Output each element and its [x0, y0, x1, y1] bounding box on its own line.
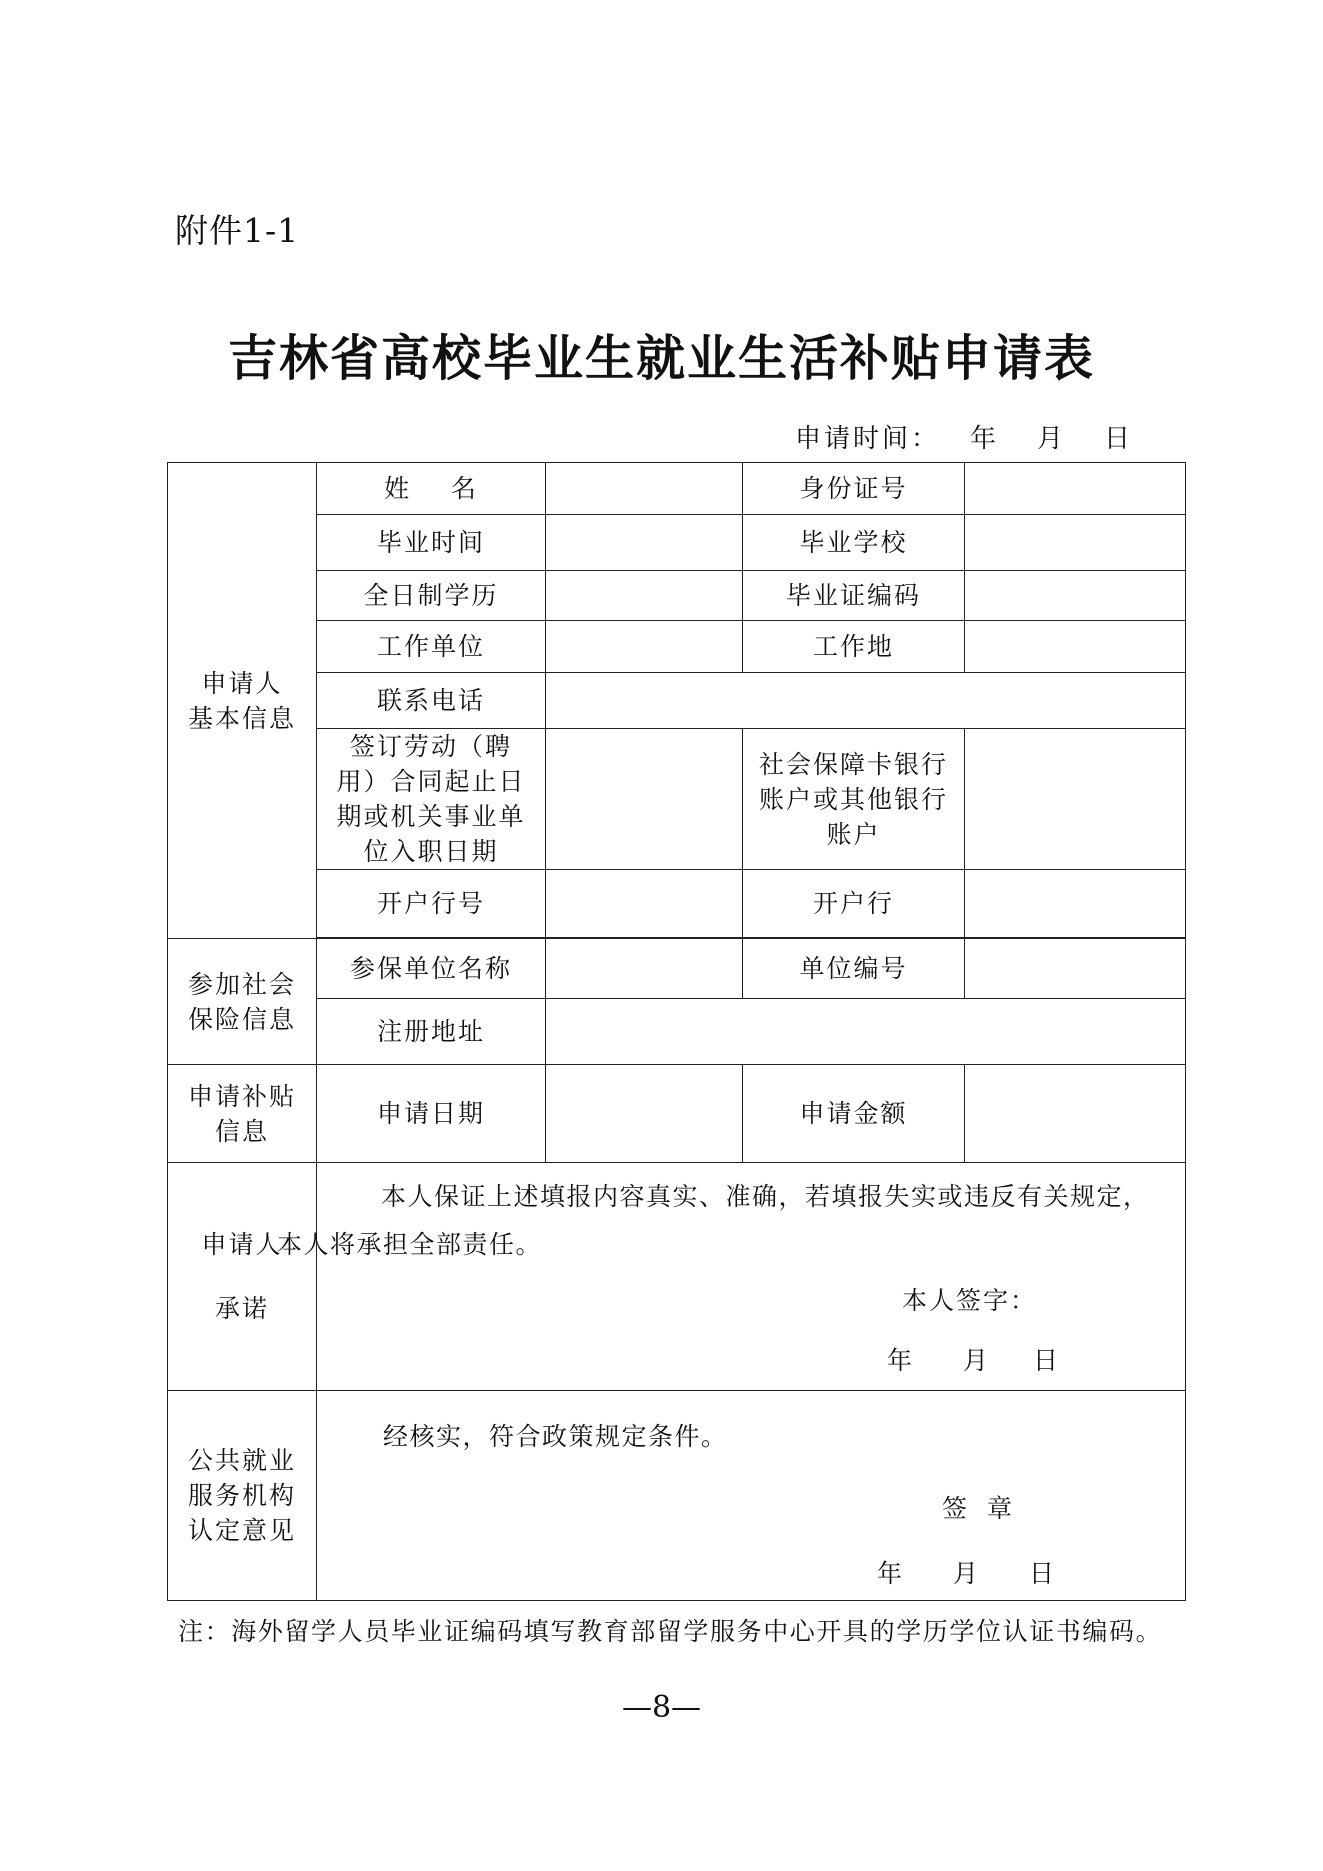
section-agency-line2: 服务机构 [187, 1481, 296, 1510]
section-agency-line3: 认定意见 [187, 1516, 296, 1545]
value-bank-name[interactable] [965, 870, 1186, 938]
label-reg-address: 注册地址 [317, 999, 546, 1065]
signature-label: 本人签字： [902, 1286, 1038, 1315]
signature-year: 年 [887, 1346, 916, 1375]
label-bank-account [743, 729, 965, 870]
seal-date [877, 1556, 1057, 1591]
signature-date [887, 1343, 1061, 1378]
form-title: 吉林省高校毕业生就业生活补贴申请表 [227, 330, 1095, 387]
section-agency-opinion [168, 1391, 317, 1601]
signature-month: 月 [963, 1346, 992, 1375]
section-applicant-info-line2: 基本信息 [187, 703, 296, 733]
label-contract-date [317, 729, 546, 870]
section-applicant-info-line1: 申请人 [201, 668, 283, 698]
label-employer: 工作单位 [317, 621, 546, 673]
footnote: 注：海外留学人员毕业证编码填写教育部留学服务中心开具的学历学位认证书编码。 [178, 1617, 1163, 1646]
section-social-insurance-line2: 保险信息 [187, 1004, 296, 1034]
value-school[interactable] [965, 515, 1186, 571]
label-apply-amount: 申请金额 [743, 1065, 965, 1163]
apply-time [795, 418, 1133, 455]
label-contract-date-line2: 用）合同起止日 [336, 767, 526, 796]
value-unit-code[interactable] [965, 939, 1186, 999]
value-insured-unit[interactable] [546, 939, 743, 999]
value-name[interactable] [546, 463, 743, 515]
value-bank-code[interactable] [546, 870, 743, 938]
value-diploma-no[interactable] [965, 571, 1186, 621]
label-bank-name: 开户行 [743, 870, 965, 938]
label-bank-account-line2: 账户或其他银行 [758, 784, 948, 814]
promise-line1: 本人保证上述填报内容真实、准确，若填报失实或违反有关规定， [381, 1182, 1150, 1211]
label-insured-unit: 参保单位名称 [317, 939, 546, 999]
seal-day: 日 [1029, 1559, 1058, 1588]
attachment-label: 附件1-1 [175, 211, 300, 250]
label-education: 全日制学历 [317, 571, 546, 621]
seal-label: 签章 [942, 1494, 1033, 1523]
section-promise-line1: 申请人 [201, 1229, 283, 1259]
label-id-number: 身份证号 [743, 463, 965, 515]
label-bank-code: 开户行号 [317, 870, 546, 938]
label-diploma-no: 毕业证编码 [743, 571, 965, 621]
apply-time-year: 年 [970, 424, 1000, 454]
section-applicant-info [168, 463, 317, 939]
label-contract-date-line3: 期或机关事业单 [336, 802, 526, 831]
label-contract-date-line1: 签订劳动（聘 [349, 732, 512, 761]
section-subsidy-line1: 申请补贴 [187, 1081, 296, 1111]
section-social-insurance-line1: 参加社会 [187, 969, 296, 999]
value-education[interactable] [546, 571, 743, 621]
verify-text: 经核实，符合政策规定条件。 [383, 1422, 728, 1451]
seal-year: 年 [877, 1559, 906, 1588]
value-apply-amount[interactable] [965, 1065, 1186, 1163]
label-bank-account-line1: 社会保障卡银行 [758, 749, 948, 779]
value-reg-address[interactable] [546, 999, 1186, 1065]
value-work-place[interactable] [965, 621, 1186, 673]
apply-time-month: 月 [1037, 424, 1067, 454]
section-promise [168, 1163, 317, 1391]
seal-month: 月 [953, 1559, 982, 1588]
value-apply-date[interactable] [546, 1065, 743, 1163]
value-grad-time[interactable] [546, 515, 743, 571]
signature-day: 日 [1033, 1346, 1062, 1375]
label-apply-date: 申请日期 [317, 1065, 546, 1163]
promise-line2: 本人将承担全部责任。 [277, 1230, 543, 1259]
label-phone: 联系电话 [317, 673, 546, 729]
section-promise-line2: 承诺 [214, 1293, 269, 1323]
value-id-number[interactable] [965, 463, 1186, 515]
agency-opinion-cell [317, 1391, 1186, 1601]
promise-cell [277, 1163, 1186, 1391]
section-subsidy-line2: 信息 [214, 1116, 269, 1146]
apply-time-day: 日 [1104, 424, 1134, 454]
label-school: 毕业学校 [743, 515, 965, 571]
promise-text [277, 1163, 1185, 1269]
value-phone[interactable] [546, 673, 1186, 729]
label-bank-account-line3: 账户 [826, 819, 881, 849]
label-unit-code: 单位编号 [743, 939, 965, 999]
label-name: 姓 名 [317, 463, 546, 515]
value-bank-account[interactable] [965, 729, 1186, 870]
section-subsidy [168, 1065, 317, 1163]
value-contract-date[interactable] [546, 729, 743, 870]
page-number: —8— [621, 1690, 702, 1725]
value-employer[interactable] [546, 621, 743, 673]
section-agency-line1: 公共就业 [187, 1446, 296, 1475]
application-form-table [167, 462, 1186, 1601]
label-contract-date-line4: 位入职日期 [363, 837, 499, 866]
label-grad-time: 毕业时间 [317, 515, 546, 571]
label-work-place: 工作地 [743, 621, 965, 673]
apply-time-label: 申请时间： [795, 424, 941, 454]
section-social-insurance [168, 939, 317, 1065]
